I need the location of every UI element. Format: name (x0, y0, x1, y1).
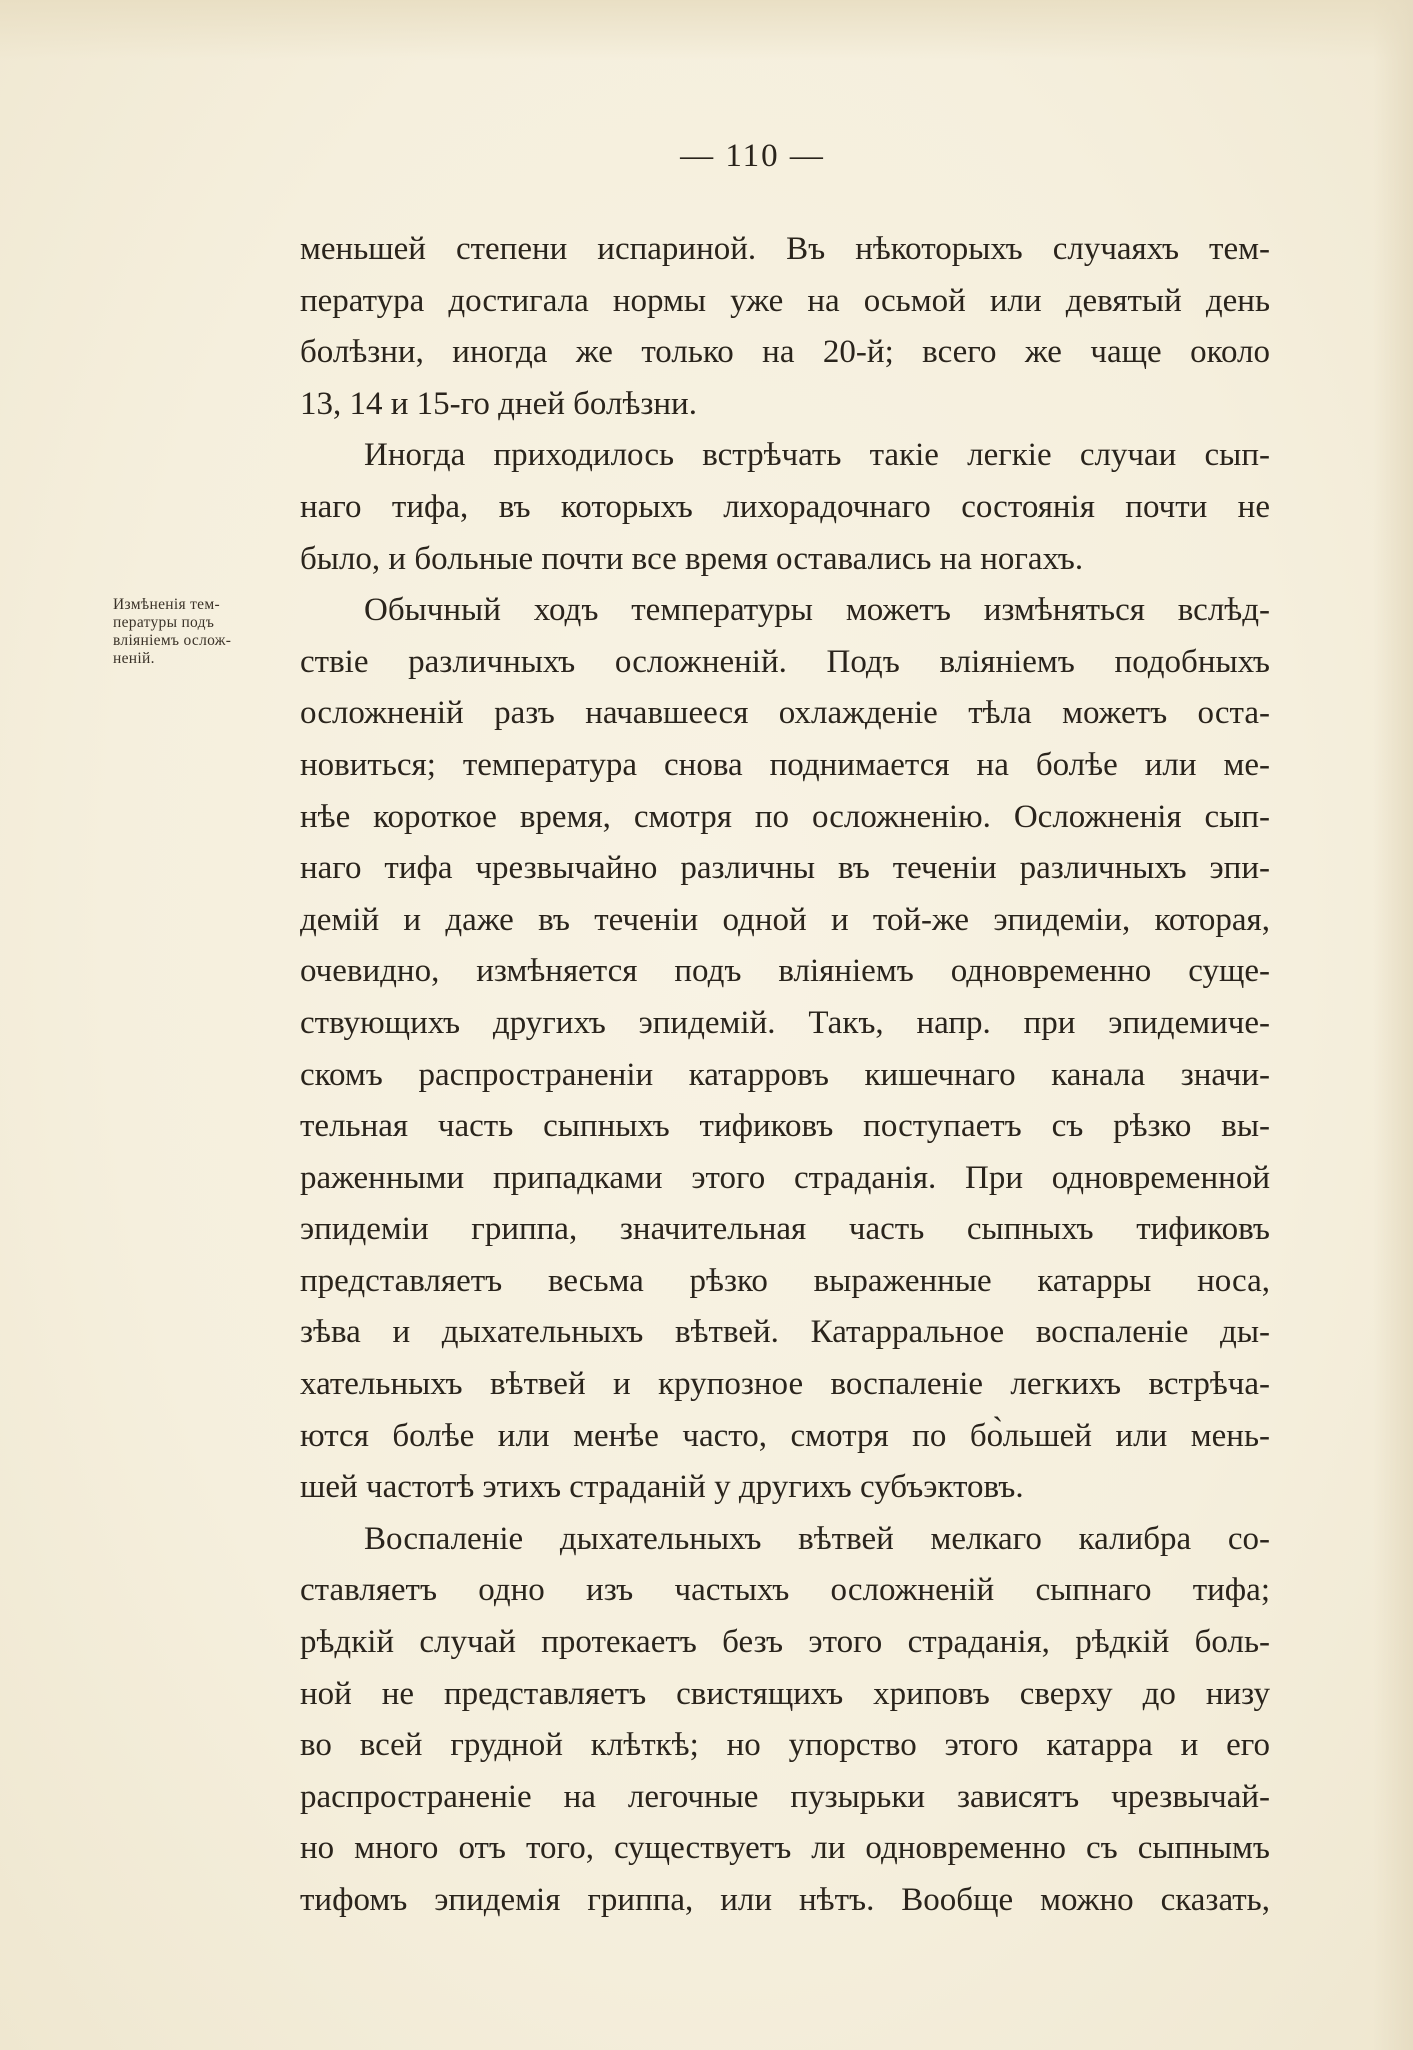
text-line: представляетъ весьма рѣзко выраженные катарры носа, (300, 1262, 1270, 1299)
text-line: нѣе короткое время, смотря по осложненію. Осложненія сып- (300, 798, 1270, 835)
text-line: пература достигала нормы уже на осьмой или девятый день (300, 282, 1270, 319)
text-line: ствующихъ другихъ эпидемій. Такъ, напр. при эпидемиче- (300, 1004, 1270, 1041)
text-line: осложненій разъ начавшееся охлажденіе тѣла можетъ оста- (300, 695, 1270, 732)
text-line: демій и даже въ теченіи одной и той-же эпидеміи, которая, (300, 901, 1270, 938)
text-line: ставляетъ одно изъ частыхъ осложненій сыпнаго тифа; (300, 1572, 1270, 1609)
text-line: 13, 14 и 15-го дней болѣзни. (300, 385, 697, 422)
text-line: во всей грудной клѣткѣ; но упорство этого катарра и его (300, 1727, 1270, 1764)
text-line: ной не представляетъ свистящихъ хриповъ сверху до низу (300, 1675, 1270, 1712)
text-line: хательныхъ вѣтвей и крупозное воспаленіе легкихъ встрѣча- (300, 1366, 1270, 1403)
text-line: наго тифа, въ которыхъ лихорадочнаго состоянія почти не (300, 488, 1270, 525)
text-line: очевидно, измѣняется подъ вліяніемъ одновременно суще- (300, 953, 1270, 990)
text-line: эпидеміи гриппа, значительная часть сыпныхъ тификовъ (300, 1211, 1270, 1248)
marginal-note (113, 596, 281, 668)
page-number: — 110 — (680, 138, 825, 174)
text-line: новиться; температура снова поднимается на болѣе или ме- (300, 746, 1270, 783)
text-line: но много отъ того, существуетъ ли одновременно съ сыпнымъ (300, 1830, 1270, 1867)
page-edge-shadow-top (0, 0, 1413, 60)
text-line: ствіе различныхъ осложненій. Подъ вліяніемъ подобныхъ (300, 643, 1270, 680)
text-line: раженными припадками этого страданія. При одновременной (300, 1159, 1270, 1196)
marginal-note-text: Измѣненія тем- пературы подъ вліяніемъ ослож- неній. (113, 596, 232, 667)
page-edge-shadow-right (1373, 0, 1413, 2050)
text-line: зѣва и дыхательныхъ вѣтвей. Катарральное воспаленіе ды- (300, 1314, 1270, 1351)
text-line: тельная часть сыпныхъ тификовъ поступаетъ съ рѣзко вы- (300, 1108, 1270, 1145)
text-line: болѣзни, иногда же только на 20-й; всего же чаще около (300, 334, 1270, 371)
text-line: рѣдкій случай протекаетъ безъ этого страданія, рѣдкій боль- (300, 1624, 1270, 1661)
text-line: меньшей степени испариной. Въ нѣкоторыхъ случаяхъ тем- (300, 231, 1270, 267)
text-line: было, и больные почти все время оставались на ногахъ. (300, 540, 1084, 577)
text-line: скомъ распространеніи катарровъ кишечнаго канала значи- (300, 1056, 1270, 1093)
text-line: Обычный ходъ температуры можетъ измѣняться вслѣд- (364, 592, 1270, 629)
text-line: наго тифа чрезвычайно различны въ теченіи различныхъ эпи- (300, 850, 1270, 887)
text-line: шей частотѣ этихъ страданій у другихъ субъэктовъ. (300, 1469, 1024, 1506)
text-line: ются болѣе или менѣе часто, смотря по бо̀льшей или мень- (300, 1417, 1270, 1454)
body-text (300, 224, 1270, 1927)
text-line: Воспаленіе дыхательныхъ вѣтвей мелкаго калибра со- (364, 1520, 1270, 1557)
text-line: тифомъ эпидемія гриппа, или нѣтъ. Вообще можно сказать, (300, 1882, 1270, 1918)
text-line: распространеніе на легочные пузырьки зависятъ чрезвычай- (300, 1778, 1270, 1815)
text-line: Иногда приходилось встрѣчать такіе легкіе случаи сып- (364, 437, 1270, 474)
